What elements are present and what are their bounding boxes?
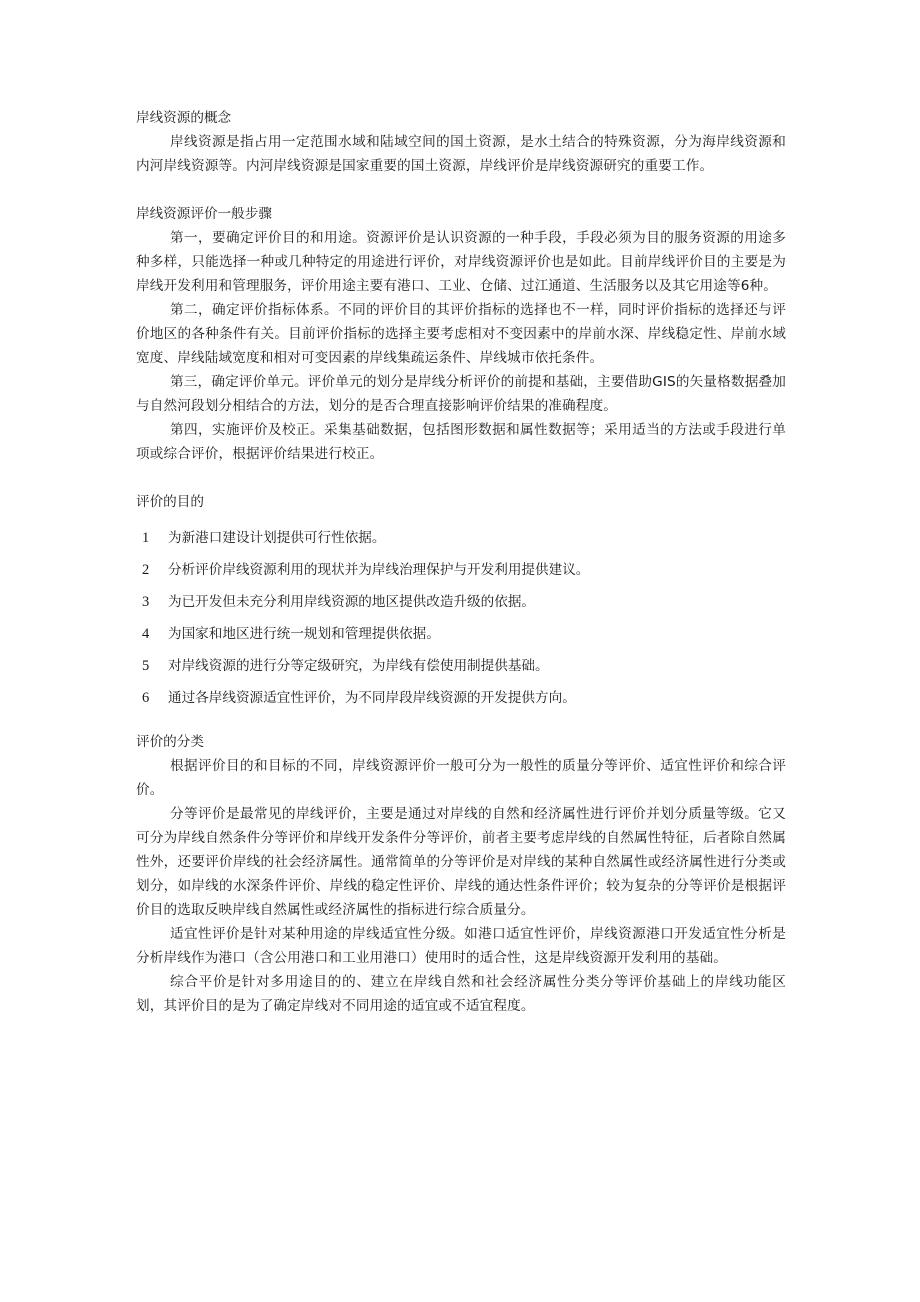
grading-evaluation-paragraph: 分等评价是最常见的岸线评价，主要是通过对岸线的自然和经济属性进行评价并划分质量等级。它又可分为岸线自然条件分等评价和岸线开发条件分等评价，前者主要考虑岸线的自然属性特征，后者除自然属性外，还要评价岸线的社会经济属性。通常简单的分等评价是对岸线的某种自然属性或经济属性进行分类或划分，如岸线的水深条件评价、岸线的稳定性评价、岸线的通达性条件评价；较为复杂的分等评价是根据评价目的选取反映岸线自然属性或经济属性的指标进行综合质量分。 [136, 806, 786, 918]
section-title-purpose: 评价的目的 [136, 494, 204, 510]
section-steps [136, 202, 786, 466]
list-item-number: 3 [142, 594, 150, 610]
list-item [136, 686, 786, 718]
list-item-number: 2 [142, 562, 150, 578]
section-title-classification: 评价的分类 [136, 734, 204, 750]
step-four-paragraph: 第四，实施评价及校正。采集基础数据，包括图形数据和属性数据等；采用适当的方法或手段进行单项或综合评价，根据评价结果进行校正。 [136, 422, 786, 462]
section-classification [136, 730, 786, 1018]
section-title-concept: 岸线资源的概念 [136, 110, 232, 126]
suitability-evaluation-paragraph: 适宜性评价是针对某种用途的岸线适宜性分级。如港口适宜性评价，岸线资源港口开发适宜性分析是分析岸线作为港口（含公用港口和工业用港口）使用时的适合性，这是岸线资源开发利用的基础。 [136, 926, 786, 966]
list-item [136, 622, 786, 654]
concept-paragraph: 岸线资源是指占用一定范围水域和陆域空间的国土资源，是水土结合的特殊资源，分为海岸线资源和内河岸线资源等。内河岸线资源是国家重要的国土资源，岸线评价是岸线资源研究的重要工作。 [136, 134, 786, 174]
list-item-text: 通过各岸线资源适宜性评价，为不同岸段岸线资源的开发提供方向。 [168, 690, 576, 706]
step-two-paragraph: 第二，确定评价指标体系。不同的评价目的其评价指标的选择也不一样，同时评价指标的选择还与评价地区的各种条件有关。目前评价指标的选择主要考虑相对不变因素中的岸前水深、岸线稳定性、岸前水域宽度、岸线陆域宽度和相对可变因素的岸线集疏运条件、岸线城市依托条件。 [136, 302, 786, 366]
step-three-paragraph: 第三，确定评价单元。评价单元的划分是岸线分析评价的前提和基础，主要借助GIS的矢量格数据叠加与自然河段划分相结合的方法，划分的是否合理直接影响评价结果的准确程度。 [136, 374, 786, 414]
list-item-text: 对岸线资源的进行分等定级研究，为岸线有偿使用制提供基础。 [168, 658, 549, 674]
classification-intro-paragraph: 根据评价目的和目标的不同，岸线资源评价一般可分为一般性的质量分等评价、适宜性评价和综合评价。 [136, 758, 786, 798]
list-item-number: 5 [142, 658, 150, 674]
list-item [136, 654, 786, 686]
list-item-text: 为已开发但未充分利用岸线资源的地区提供改造升级的依据。 [168, 594, 536, 610]
list-item [136, 558, 786, 590]
section-concept [136, 106, 786, 178]
section-purpose [136, 490, 786, 718]
list-item-number: 4 [142, 626, 150, 642]
list-item-text: 分析评价岸线资源利用的现状并为岸线治理保护与开发利用提供建议。 [168, 562, 590, 578]
list-item-text: 为国家和地区进行统一规划和管理提供依据。 [168, 626, 440, 642]
purpose-list [136, 526, 786, 718]
list-item-number: 6 [142, 690, 150, 706]
list-item-number: 1 [142, 530, 150, 546]
step-one-paragraph: 第一，要确定评价目的和用途。资源评价是认识资源的一种手段，手段必须为目的服务资源的用途多种多样，只能选择一种或几种特定的用途进行评价，对岸线资源评价也是如此。目前岸线评价目的主要是为岸线开发利用和管理服务，评价用途主要有港口、工业、仓储、过江通道、生活服务以及其它用途等6种。 [136, 230, 786, 294]
comprehensive-evaluation-paragraph: 综合平价是针对多用途目的的、建立在岸线自然和社会经济属性分类分等评价基础上的岸线功能区划，其评价目的是为了确定岸线对不同用途的适宜或不适宜程度。 [136, 974, 786, 1014]
section-title-steps: 岸线资源评价一般步骤 [136, 206, 272, 222]
list-item [136, 526, 786, 558]
list-item [136, 590, 786, 622]
document-page [136, 106, 786, 1018]
list-item-text: 为新港口建设计划提供可行性依据。 [168, 530, 386, 546]
